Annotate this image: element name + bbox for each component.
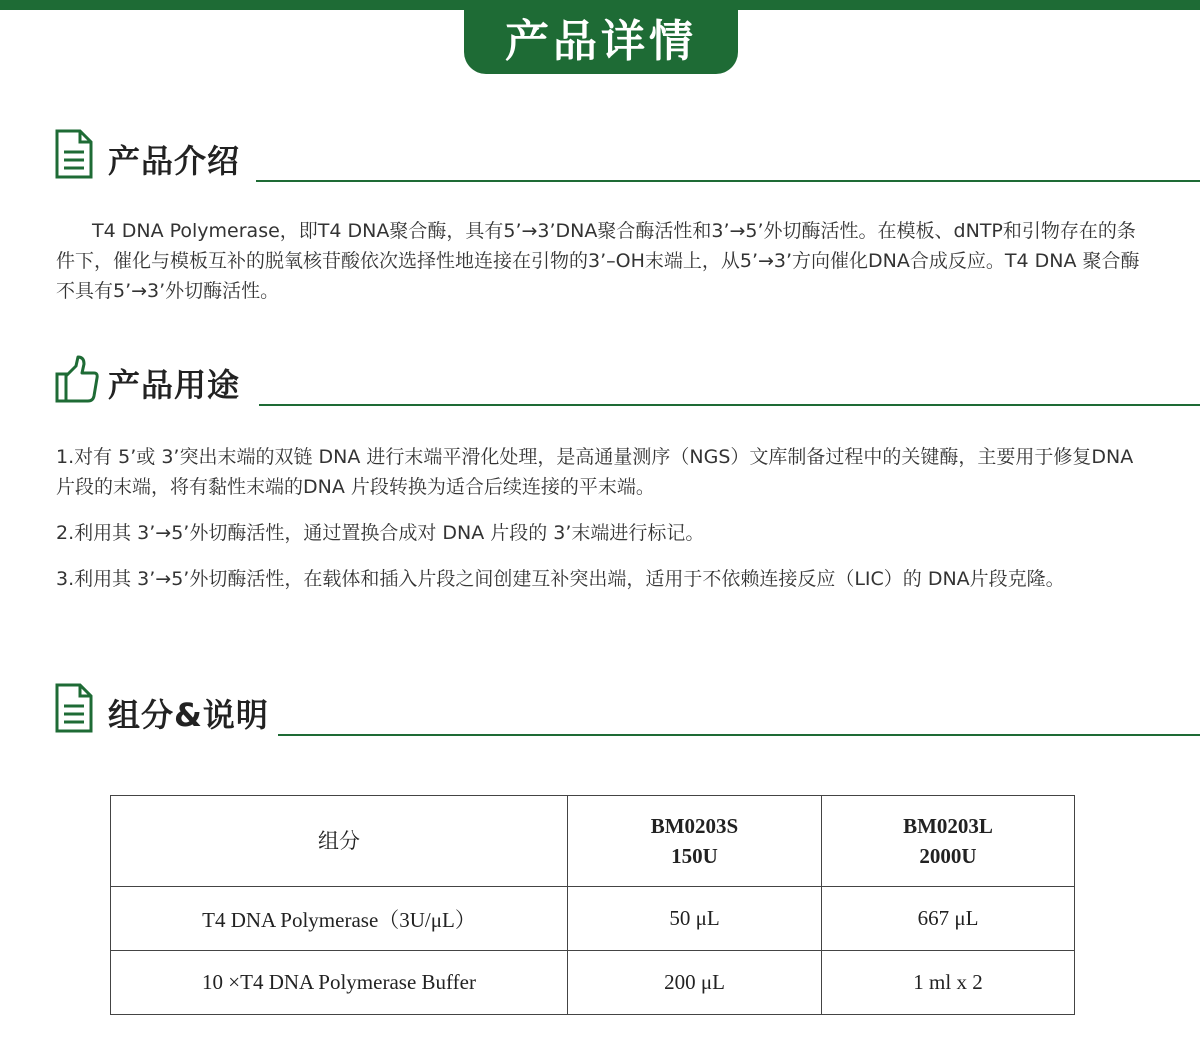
usage-item-1: 1.对有 5’或 3’突出末端的双链 DNA 进行末端平滑化处理，是高通量测序（NGS）文库制备过程中的关键酶，主要用于修复DNA 片段的末端，将有黏性末端的DNA 片段转换为适合后续连接的平末端。 xyxy=(56,446,1134,498)
section-header-components xyxy=(54,682,1200,738)
small-kit-amount: 50 μL xyxy=(568,887,822,951)
intro-paragraph: T4 DNA Polymerase，即T4 DNA聚合酶，具有5’→3’DNA聚合酶活性和3’→5’外切酶活性。在模板、dNTP和引物存在的条件下，催化与模板互补的脱氧核苷酸依次选择性地连接在引物的3’–OH末端上，从5’→3’方向催化DNA合成反应。T4 DNA 聚合酶不具有5’→3’外切酶活性。 xyxy=(56,220,1140,302)
component-name: 10 ×T4 DNA Polymerase Buffer xyxy=(111,951,568,1015)
component-name: T4 DNA Polymerase（3U/μL） xyxy=(111,887,568,951)
small-kit-units: 150U xyxy=(671,844,718,868)
section-rule xyxy=(278,734,1200,736)
large-kit-code: BM0203L xyxy=(903,814,993,838)
section-header-intro xyxy=(54,128,1200,184)
thumbs-up-icon xyxy=(54,354,100,408)
usage-item-2: 2.利用其 3’→5’外切酶活性，通过置换合成对 DNA 片段的 3’末端进行标记。 xyxy=(56,522,705,544)
header-small-kit xyxy=(568,796,822,887)
table-header-row xyxy=(111,796,1075,887)
large-kit-units: 2000U xyxy=(919,844,977,868)
components-table xyxy=(110,795,1075,1015)
section-title-components: 组分&说明 xyxy=(108,696,269,734)
banner-title: 产品详情 xyxy=(464,0,738,74)
usage-item-3: 3.利用其 3’→5’外切酶活性，在载体和插入片段之间创建互补突出端，适用于不依赖连接反应（LIC）的 DNA片段克隆。 xyxy=(56,568,1065,590)
large-kit-amount: 1 ml x 2 xyxy=(822,951,1075,1015)
section-title-intro: 产品介绍 xyxy=(108,142,241,180)
section-header-usage xyxy=(54,352,1200,408)
document-icon xyxy=(54,128,94,184)
header-component: 组分 xyxy=(111,796,568,887)
table-row xyxy=(111,951,1075,1015)
table-row xyxy=(111,887,1075,951)
document-icon xyxy=(54,682,94,738)
header-large-kit xyxy=(822,796,1075,887)
section-rule xyxy=(256,180,1200,182)
large-kit-amount: 667 μL xyxy=(822,887,1075,951)
section-rule xyxy=(259,404,1200,406)
section-title-usage: 产品用途 xyxy=(108,366,241,404)
small-kit-amount: 200 μL xyxy=(568,951,822,1015)
small-kit-code: BM0203S xyxy=(650,814,739,838)
